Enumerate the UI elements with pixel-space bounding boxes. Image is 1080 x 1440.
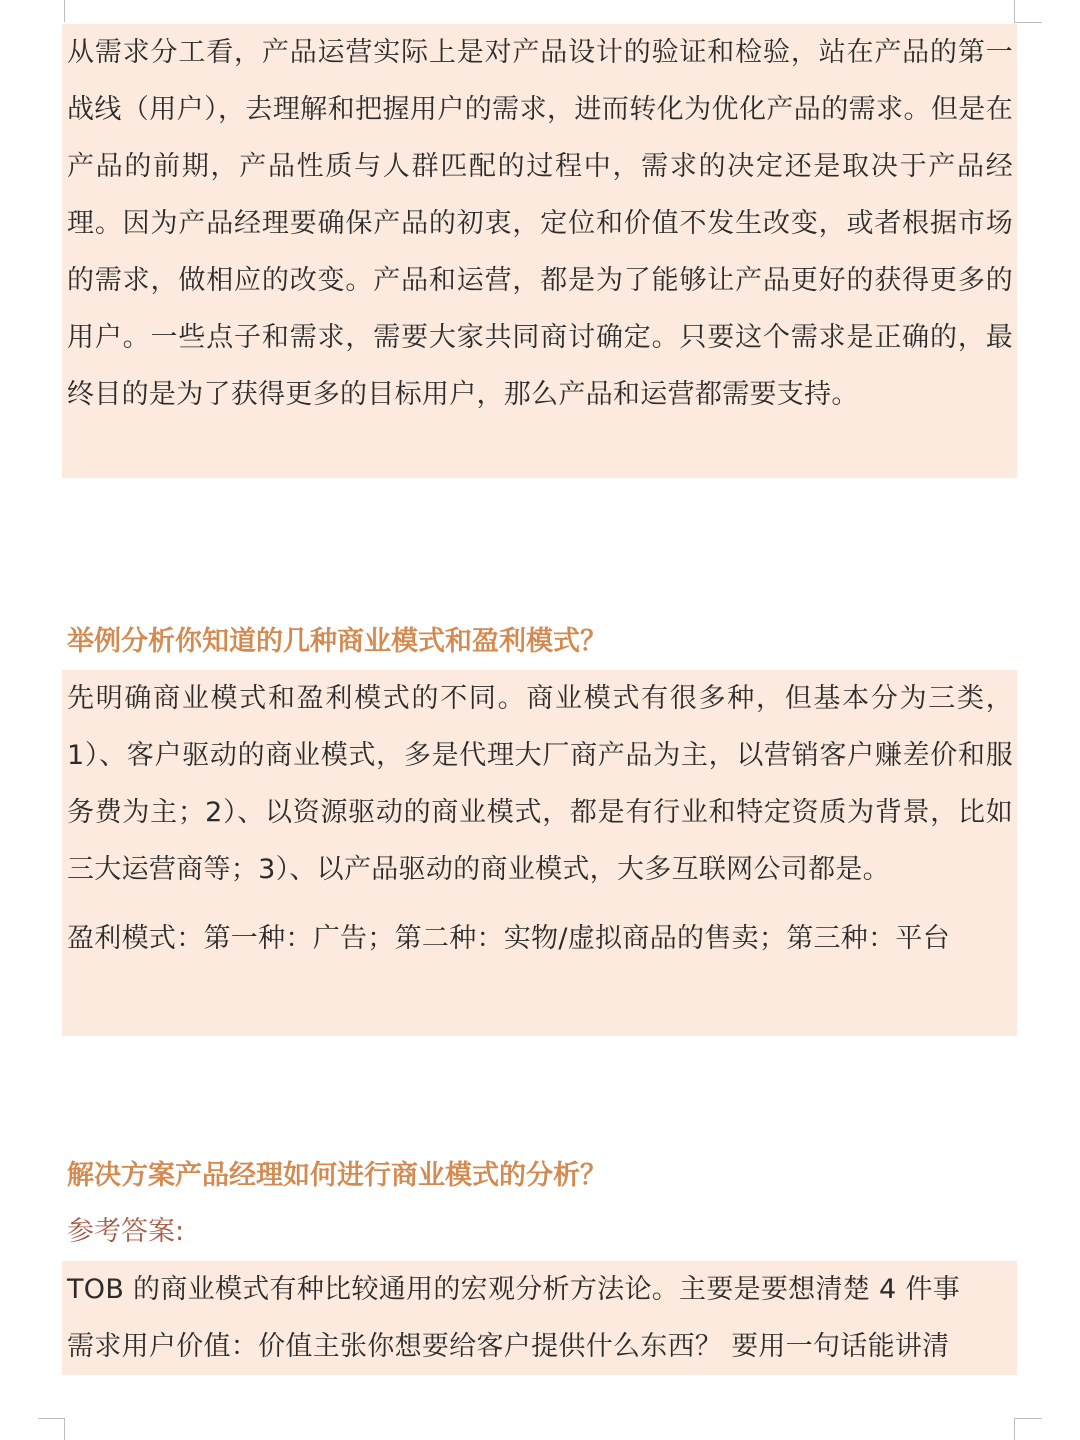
answer-block-solution-pm [62,1261,1017,1375]
crop-mark-bottom-left-h [38,1418,65,1419]
crop-mark-bottom-left-v [64,1418,65,1440]
answer-paragraph: TOB 的商业模式有种比较通用的宏观分析方法论。主要是要想清楚 4 件事 [67,1274,960,1305]
crop-mark-bottom-right-v [1014,1418,1015,1440]
answer-paragraph: 从需求分工看，产品运营实际上是对产品设计的验证和检验，站在产品的第一战线（用户），去理解和把握用户的需求，进而转化为优化产品的需求。但是在产品的前期，产品性质与人群匹配的过程中，需求的决定还是取决于产品经理。因为产品经理要确保产品的初衷，定位和价值不发生改变，或者根据市场的需求，做相应的改变。产品和运营，都是为了能够让产品更好的获得更多的用户。一些点子和需求，需要大家共同商讨确定。只要这个需求是正确的，最终目的是为了获得更多的目标用户，那么产品和运营都需要支持。 [67,37,1013,410]
answer-paragraph: 先明确商业模式和盈利模式的不同。商业模式有很多种，但基本分为三类，1）、客户驱动的商业模式，多是代理大厂商产品为主，以营销客户赚差价和服务费为主；2）、以资源驱动的商业模式，都是有行业和特定资质为背景，比如三大运营商等；3）、以产品驱动的商业模式，大多互联网公司都是。 [67,683,1013,885]
question-heading-solution-pm: 解决方案产品经理如何进行商业模式的分析？ [67,1160,607,1191]
answer-block-business-models [62,670,1017,1036]
answer-block-product-operations [62,24,1017,478]
crop-mark-top-left-v [64,0,65,22]
answer-paragraph: 盈利模式：第一种：广告；第二种：实物/虚拟商品的售卖；第三种：平台 [67,923,950,954]
crop-mark-top-right-v [1014,0,1015,22]
crop-mark-bottom-right-h [1014,1418,1042,1419]
question-heading-business-models: 举例分析你知道的几种商业模式和盈利模式？ [67,626,607,657]
reference-answer-label: 参考答案: [67,1216,185,1247]
crop-mark-top-right-h [1014,22,1042,23]
answer-paragraph: 需求用户价值：价值主张你想要给客户提供什么东西？ 要用一句话能讲清 [67,1331,950,1362]
